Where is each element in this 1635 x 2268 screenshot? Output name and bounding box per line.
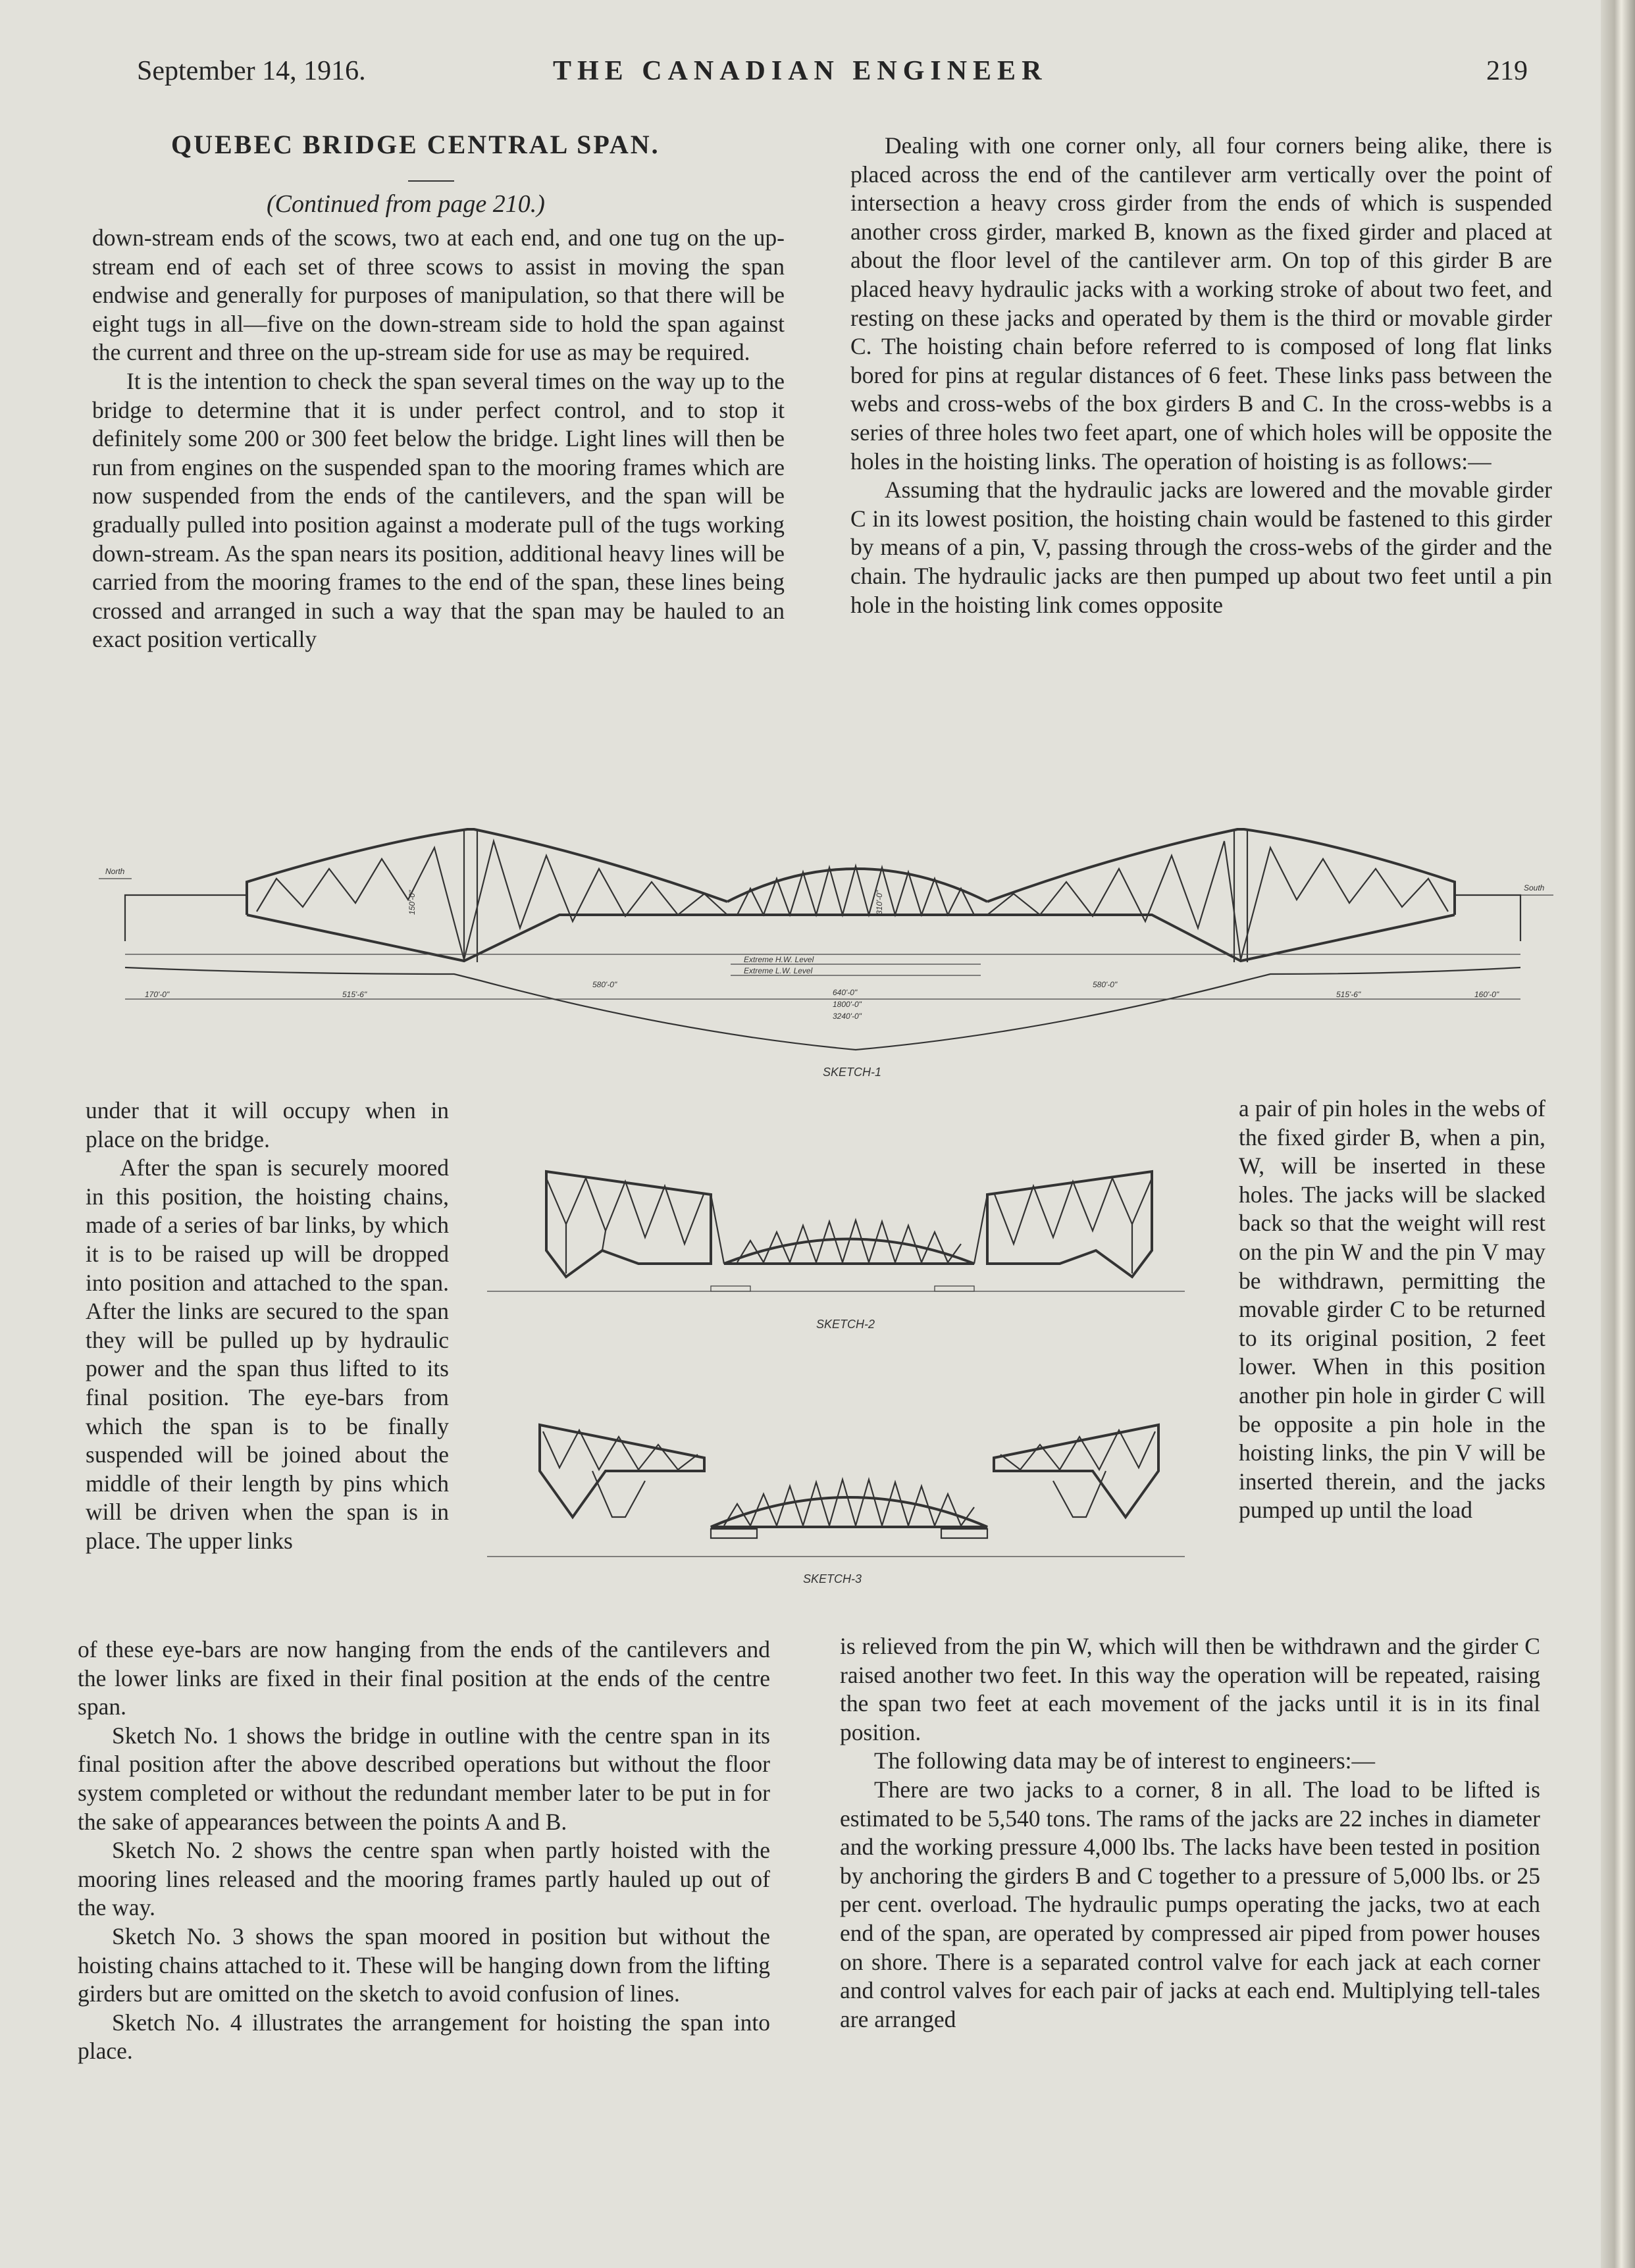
paragraph: is relieved from the pin W, which will then be withdrawn and the girder C raised another two feet. In this way the operation will be repeated, raising the span two feet at each movement of the jacks until it is in its final position. bbox=[840, 1633, 1540, 1745]
paragraph: There are two jacks to a corner, 8 in all. The load to be lifted is estimated to be 5,540 tons. The rams of the jacks are 22 inches in diameter and the working pressure 4,000 lbs. The lacks have been tested in position by anchoring the girders B and C together to a pressure of 5,000 lbs. or 25 per cent. overload. The hydraulic pumps operating the jacks, two at each end of the span, are operated by compressed air piped from power houses on shore. There is a separated control valve for each jack at each corner and control valves for each pair of jacks at each end. Multiplying tell-tales are arranged bbox=[840, 1776, 1540, 2032]
paragraph: Assuming that the hydraulic jacks are lowered and the movable girder C in its lowest position, the hoisting chain would be fastened to this girder by means of a pin, V, passing through the cross-webs of the girder and the chain. The hydraulic jacks are then pumped up about two feet until a pin hole in the hoisting link comes opposite bbox=[850, 477, 1552, 618]
south-label: South bbox=[1524, 883, 1545, 892]
dimension-label: 580'-0" bbox=[592, 980, 617, 989]
dimension-label: 160'-0" bbox=[1474, 990, 1499, 999]
page-number: 219 bbox=[1486, 56, 1528, 86]
paragraph: under that it will occupy when in place on the bridge. bbox=[86, 1097, 449, 1152]
paragraph: Dealing with one corner only, all four corners being alike, there is placed across the end of the cantilever arm vertically over the point of intersection a heavy cross girder from the ends of which is suspended another cross girder, marked B, known as the fixed girder and placed at about the floor level of the cantilever arm. On top of this girder B are placed heavy hydraulic jacks with a working stroke of about two feet, and resting on these jacks and operated by them is the third or movable girder C. The hoisting chain before referred to is composed of long flat links bored for pins at regular distances of 6 feet. These links pass between the webs and cross-webs of the box girders B and C. In the cross-webbs is a series of three holes two feet apart, one of which holes will be opposite the holes in the hoisting links. The operation of hoisting is as follows:— bbox=[850, 132, 1552, 475]
paragraph: After the span is securely moored in this position, the hoisting chains, made of a series of bar links, by which it is to be raised up will be dropped into position and attached to the span. After the links are secured to the span they will be pulled up by hydraulic power and the span thus lifted to its final position. The eye-bars from which the span is to be finally suspended will be joined about the middle of their length by pins which will be driven when the span is in place. The upper links bbox=[86, 1154, 449, 1554]
scow bbox=[711, 1529, 757, 1538]
paragraph: Sketch No. 3 shows the span moored in position but without the hoisting chains attached to it. These will be hanging down from the lifting girders but are omitted on the sketch to avoid confusion of lines. bbox=[78, 1922, 770, 2007]
river-bed-profile bbox=[125, 967, 1520, 1050]
column-1-mid bbox=[86, 1096, 449, 1556]
paragraph: down-stream ends of the scows, two at each end, and one tug on the up-stream end of each set of three scows to assist in moving the span endwise and generally for purposes of manipulation, so that there will be eight tugs in all—five on the down-stream side to hold the span against the current and three on the up-stream side for use as may be required. bbox=[92, 224, 785, 366]
sketch-3-span-moored bbox=[487, 1418, 1185, 1596]
scow bbox=[935, 1286, 974, 1291]
column-1-top bbox=[92, 224, 785, 654]
header-date: September 14, 1916. bbox=[137, 56, 366, 86]
sketch-3-centre-web bbox=[724, 1480, 974, 1526]
paragraph: It is the intention to check the span several times on the way up to the bridge to determine that it is under perfect control, and to stop it definitely some 200 or 300 feet below the bridge. Light lines will then be run from engines on the suspended span to the mooring frames which are now suspended from the ends of the cantilevers, and the span will be gradually pulled into position against a moderate pull of the tugs working down-stream. As the span nears its position, additional heavy lines will be carried from the mooring frames to the end of the span, these lines being crossed and arranged in such a way that the span may be hauled to an exact position vertically bbox=[92, 367, 785, 653]
dimension-label: 515'-6" bbox=[1336, 990, 1361, 999]
sketch-3-left-cantilever bbox=[540, 1425, 704, 1517]
journal-title: THE CANADIAN ENGINEER bbox=[553, 56, 1048, 86]
dimension-label: 515'-6" bbox=[342, 990, 367, 999]
paragraph: Sketch No. 4 illustrates the arrangement for hoisting the span into place. bbox=[78, 2009, 770, 2065]
dimension-label: 640'-0" bbox=[833, 988, 858, 997]
height-label: 310'-0" bbox=[875, 890, 884, 915]
hw-level-label: Extreme H.W. Level bbox=[744, 955, 814, 964]
column-2-top bbox=[850, 132, 1552, 619]
sketch-3-right-cantilever bbox=[994, 1425, 1158, 1517]
south-cantilever-top bbox=[987, 829, 1455, 915]
south-approach bbox=[1455, 895, 1520, 941]
sketch-3-left-web bbox=[543, 1430, 698, 1470]
paragraph: The following data may be of interest to engineers:— bbox=[874, 1747, 1376, 1774]
sketch-1-bridge-elevation bbox=[86, 816, 1560, 1093]
sketch-2-caption: SKETCH-2 bbox=[816, 1318, 875, 1331]
hoist-link bbox=[974, 1195, 987, 1264]
north-approach bbox=[125, 895, 247, 941]
sketch-2-centre-web bbox=[737, 1220, 961, 1262]
lw-level-label: Extreme L.W. Level bbox=[744, 966, 813, 975]
page-binding-edge bbox=[1601, 0, 1635, 2268]
dimension-label: 170'-0" bbox=[145, 990, 170, 999]
paragraph: Sketch No. 2 shows the centre span when partly hoisted with the mooring lines released and the mooring frames partly hauled up out of the way. bbox=[78, 1837, 770, 1921]
scow bbox=[711, 1286, 750, 1291]
dimension-label: 580'-0" bbox=[1093, 980, 1118, 989]
hoist-link bbox=[711, 1195, 724, 1264]
article-title: QUEBEC BRIDGE CENTRAL SPAN. bbox=[171, 130, 660, 159]
paragraph: of these eye-bars are now hanging from the ends of the cantilevers and the lower links are fixed in their final position at the ends of the centre span. bbox=[78, 1636, 770, 1720]
paragraph: a pair of pin holes in the webs of the fixed girder B, when a pin, W, will be inserted in these holes. The jacks will be slacked back so that the weight will rest on the pin W and the pin V may be withdrawn, permitting the movable girder C to be returned to its original position, 2 feet lower. When in this position another pin hole in girder C will be opposite a pin hole in the hoisting links, the pin V will be inserted therein, and the jacks pumped up until the load bbox=[1239, 1095, 1545, 1524]
sketch-3-right-web bbox=[1000, 1430, 1155, 1470]
height-label: 150'-0" bbox=[407, 890, 417, 915]
continued-note: (Continued from page 210.) bbox=[267, 190, 545, 218]
dimension-label: 3240'-0" bbox=[833, 1012, 862, 1021]
dimension-label: 1800'-0" bbox=[833, 1000, 862, 1009]
title-rule bbox=[408, 180, 454, 182]
north-label: North bbox=[105, 867, 125, 876]
sketch-2-right-cantilever bbox=[987, 1172, 1152, 1277]
column-2-bottom bbox=[840, 1632, 1540, 2034]
paragraph: Sketch No. 1 shows the bridge in outline with the centre span in its final position after the above described operations but without the floor system completed or without the redundant member later to be put in for the sake of appearances between the points A and B. bbox=[78, 1722, 770, 1835]
centre-span-web bbox=[737, 866, 974, 915]
sketch-3-caption: SKETCH-3 bbox=[803, 1572, 862, 1585]
scow bbox=[941, 1529, 987, 1538]
sketch-2-partly-hoisted bbox=[487, 1152, 1185, 1343]
sketch-2-left-cantilever bbox=[546, 1172, 711, 1277]
column-1-bottom bbox=[78, 1636, 770, 2066]
sketch-1-caption: SKETCH-1 bbox=[823, 1066, 882, 1079]
north-cantilever-top bbox=[247, 829, 727, 915]
column-3-mid bbox=[1239, 1095, 1545, 1525]
